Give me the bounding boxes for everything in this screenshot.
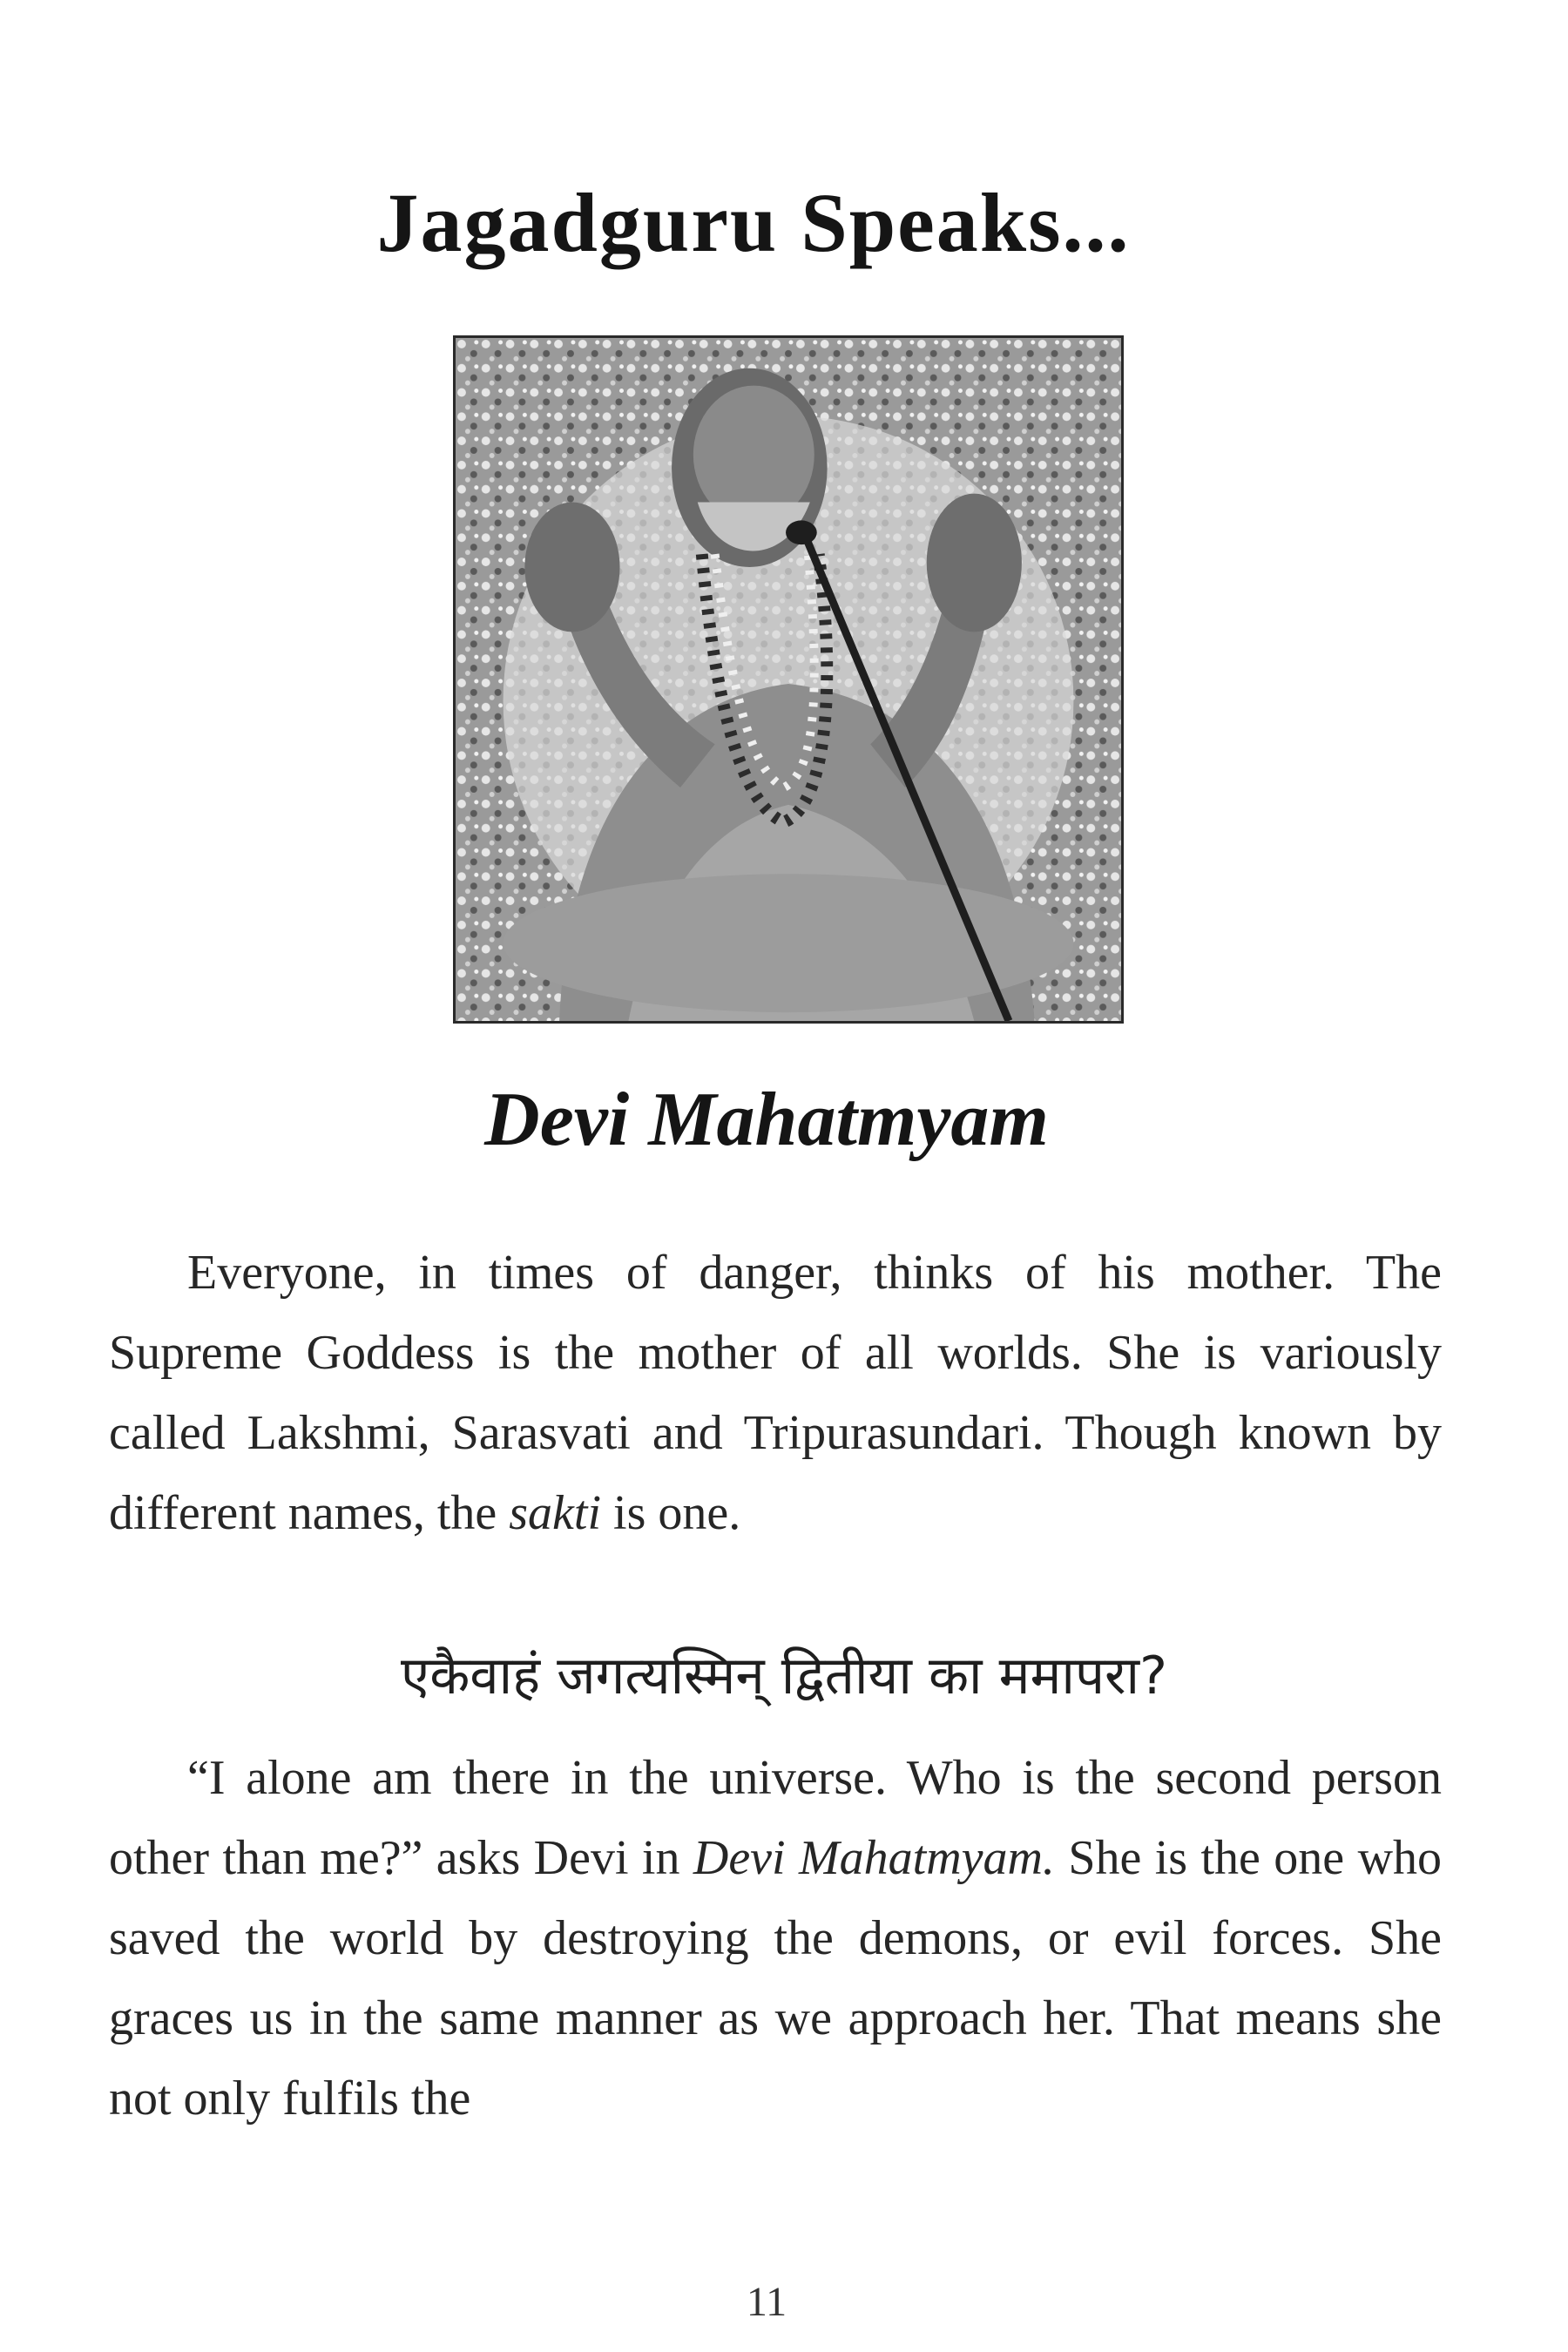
jagadguru-photo bbox=[453, 335, 1124, 1024]
page-title: Jagadguru Speaks... bbox=[376, 176, 1131, 269]
paragraph-1-end: is one. bbox=[601, 1486, 741, 1540]
page-number: 11 bbox=[746, 2279, 787, 2325]
sanskrit-verse: एकैवाहं जगत्यस्मिन् द्वितीया का ममापरा? bbox=[401, 1646, 1167, 1707]
paragraph-2-text: “I alone am there in the universe. Who is the second person other than me?” asks Devi in bbox=[109, 1751, 1442, 1885]
paragraph-1-italic: sakti bbox=[509, 1486, 602, 1540]
paragraph-2 bbox=[109, 1738, 1442, 2139]
paragraph-1-text: Everyone, in times of danger, thinks of his mother. The Supreme Goddess is the mother of all worlds. She is variously called Lakshmi, Sarasvati and Tripurasundari. Though known by different names, the bbox=[109, 1246, 1442, 1540]
article-title: Devi Mahatmyam bbox=[484, 1078, 1049, 1162]
paragraph-1 bbox=[109, 1233, 1442, 1553]
photo-illustration bbox=[456, 338, 1121, 1021]
paragraph-2-end: She is the one who saved the world by destroying the demons, or evil forces. She graces us in the same manner as we approach her. That means she not only fulfils the bbox=[109, 1831, 1443, 2126]
paragraph-2-italic: Devi Mahatmyam. bbox=[693, 1831, 1055, 1885]
